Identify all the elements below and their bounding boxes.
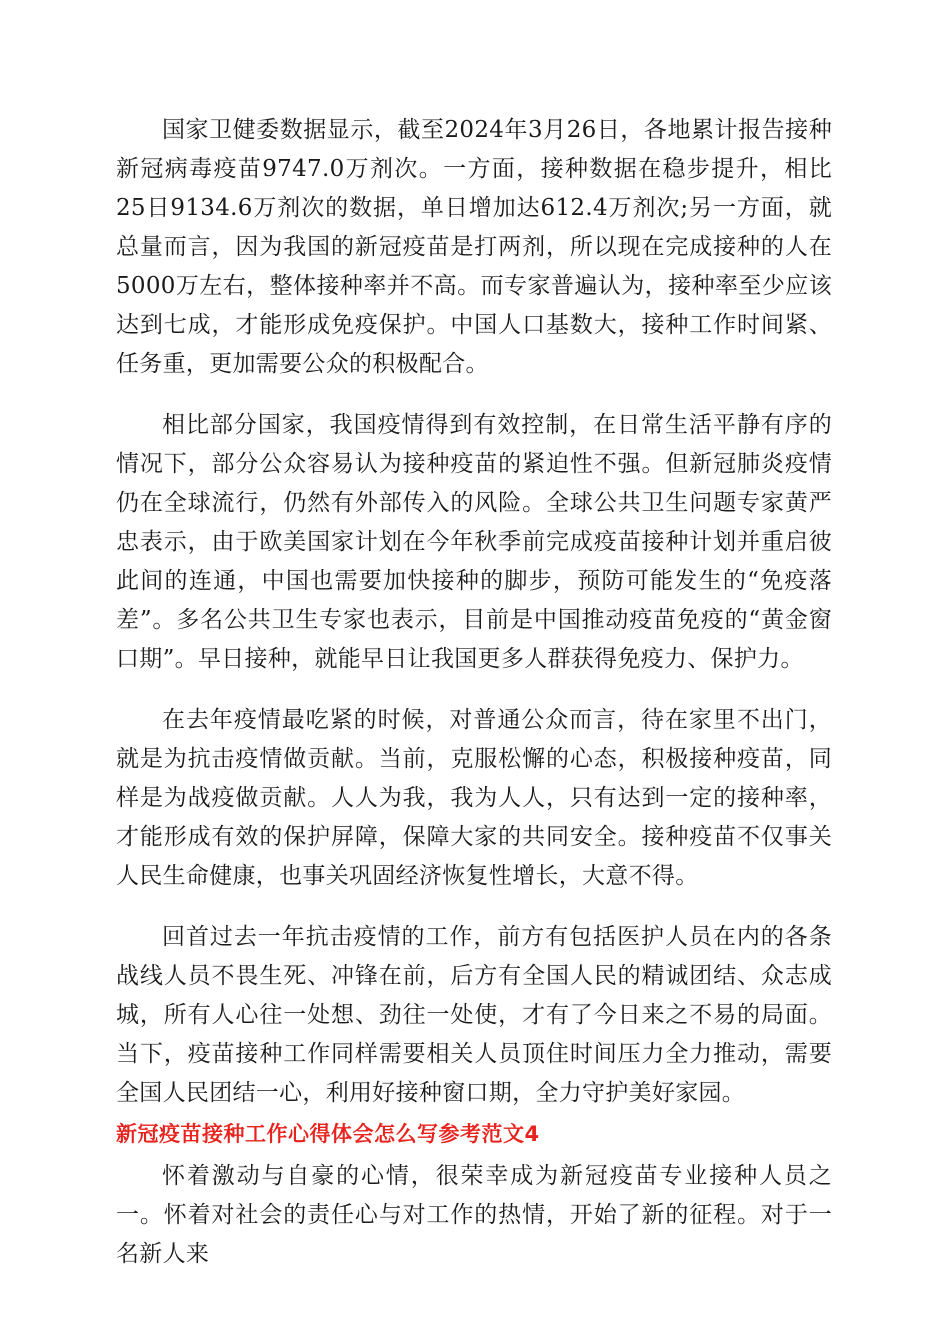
body-paragraph-2: 相比部分国家，我国疫情得到有效控制，在日常生活平静有序的情况下，部分公众容易认为接种疫苗的紧迫性不强。但新冠肺炎疫情仍在全球流行，仍然有外部传入的风险。全球公共卫生问题专家黄严忠表示，由于欧美国家计划在今年秋季前完成疫苗接种计划并重启彼此间的连通，中国也需要加快接种的脚步，预防可能发生的“免疫落差”。多名公共卫生专家也表示，目前是中国推动疫苗免疫的“黄金窗口期”。早日接种，就能早日让我国更多人群获得免疫力、保护力。	[116, 412, 832, 672]
body-paragraph-4: 回首过去一年抗击疫情的工作，前方有包括医护人员在内的各条战线人员不畏生死、冲锋在前，后方有全国人民的精诚团结、众志成城，所有人心往一处想、劲往一处使，才有了今日来之不易的局面。当下，疫苗接种工作同样需要相关人员顶住时间压力全力推动，需要全国人民团结一心，利用好接种窗口期，全力守护美好家园。	[116, 924, 832, 1106]
section-heading: 新冠疫苗接种工作心得体会怎么写参考范文4	[116, 1122, 540, 1146]
section-paragraph: 怀着激动与自豪的心情，很荣幸成为新冠疫苗专业接种人员之一。怀着对社会的责任心与对工作的热情，开始了新的征程。对于一名新人来	[116, 1163, 832, 1267]
document-body	[116, 111, 832, 1296]
body-paragraph-3: 在去年疫情最吃紧的时候，对普通公众而言，待在家里不出门，就是为抗击疫情做贡献。当前，克服松懈的心态，积极接种疫苗，同样是为战疫做贡献。人人为我，我为人人，只有达到一定的接种率，才能形成有效的保护屏障，保障大家的共同安全。接种疫苗不仅事关人民生命健康，也事关巩固经济恢复性增长，大意不得。	[116, 707, 832, 889]
body-paragraph-1: 国家卫健委数据显示，截至2024年3月26日，各地累计报告接种新冠病毒疫苗9747.0万剂次。一方面，接种数据在稳步提升，相比25日9134.6万剂次的数据，单日增加达612.4万剂次;另一方面，就总量而言，因为我国的新冠疫苗是打两剂，所以现在完成接种的人在5000万左右，整体接种率并不高。而专家普遍认为，接种率至少应该达到七成，才能形成免疫保护。中国人口基数大，接种工作时间紧、任务重，更加需要公众的积极配合。	[116, 117, 832, 377]
